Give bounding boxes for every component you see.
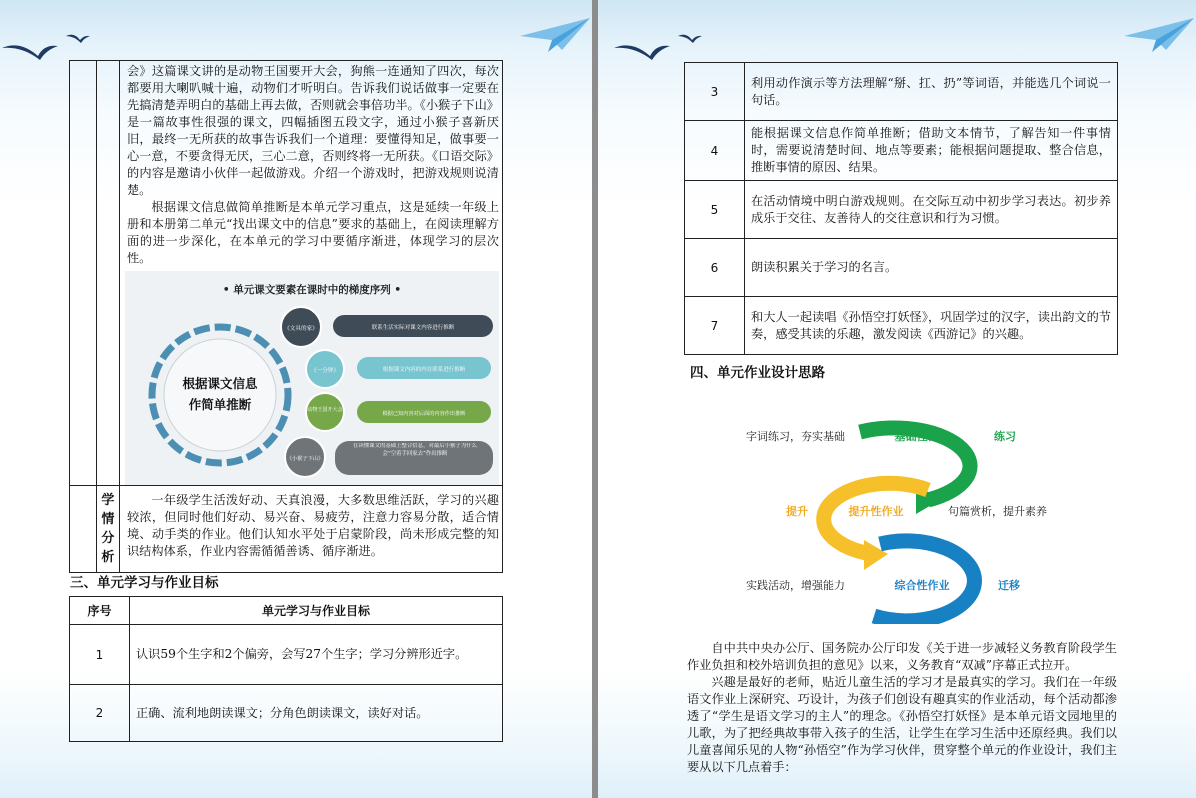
diagram-node-1-desc: 联系生活实际对课文内容进行推断 [371,325,455,331]
diagram-node-2-desc: 根据课文内容的内在联系进行推断 [382,367,466,373]
learner-blank-cell [70,486,97,573]
goal-text: 朗读积累关于学习的名言。 [745,239,1118,297]
goal-text: 利用动作演示等方法理解“掰、扛、扔”等词语，并能选几个词说一句话。 [745,63,1118,121]
paper-plane-icon [1122,16,1196,56]
goal-text: 正确、流利地朗读课文；分角色朗读课文，读好对话。 [130,685,503,742]
diagram-title: • 单元课文要素在课时中的梯度序列 • [222,284,402,296]
diagram-center-line1: 根据课文信息 [182,376,258,391]
improve-homework-left-note: 提升 [786,505,808,518]
unit-analysis-table [69,60,503,573]
goals-table-left [69,596,503,742]
diagram-node-4-label: 《小猴子下山》 [286,456,324,462]
document-page-left [0,0,592,798]
goal-number: 3 [685,63,745,121]
learner-analysis-label: 学情分析 [101,493,115,565]
design-paragraph-1: 自中共中央办公厅、国务院办公厅印发《关于进一步减轻义务教育阶段学生作业负担和校外培训负担的意见》以来，义务教育“双减”序幕正式拉开。 [687,641,1117,672]
outer-label-cell [70,61,97,486]
goal-text: 能根据课文信息作简单推断；借助文本情节，了解告知一件事情时，需要说清楚时间、地点等要素；能根据问题提取、整合信息，推断事情的原因、结果。 [745,121,1118,181]
basic-homework-label: 基础性作业 [894,430,950,443]
diagram-node-3-label: 《动物王国开大会》 [302,407,348,413]
diagram-node-3-desc: 根据已知内容对后面的内容作出推断 [382,411,466,417]
learner-label-cell [96,486,119,573]
goal-text: 和大人一起读唱《孙悟空打妖怪》，巩固学过的汉字，读出韵文的节奏，感受其读的乐趣，激发阅读《西游记》的兴趣。 [745,297,1118,355]
unit-text-paragraph-1: 会》这篇课文讲的是动物王国要开大会，狗熊一连通知了四次，每次都要用大喇叭喊十遍，动物们才听明白。告诉我们说话做事一定要在先搞清楚弄明白的基础上再去做，否则就会事倍功半。《小猴子下山》是一篇故事性很强的课文，四幅插图五段文字，通过小猴子喜新厌旧，最终一无所获的故事告诉我们一个道理：要懂得知足，做事要一心一意，不要贪得无厌，三心二意，否则终将一无所获。《口语交际》的内容是邀请小伙伴一起做游戏。介绍一个游戏时，把游戏规则说清楚。 [127,64,499,197]
goals-header-number: 序号 [70,597,130,625]
comprehensive-homework-label: 综合性作业 [894,579,950,592]
diagram-node-2-label: 《一分钟》 [311,368,339,374]
goal-number: 1 [70,625,130,685]
improve-homework-right-note: 句篇赏析，提升素养 [948,505,1047,518]
section-3-title: 三、单元学习与作业目标 [70,575,219,591]
design-rationale-text [687,640,1117,776]
goal-number: 7 [685,297,745,355]
homework-cycle-diagram [732,392,1068,624]
goals-row [70,625,503,685]
unit-text-paragraph-2: 根据课文信息做简单推断是本单元学习重点，这是延续一年级上册和本册第二单元“找出课文中的信息”要求的基础上，在阅读理解方面的进一步深化，在本单元的学习中要循序渐进，体现学习的层次性。 [127,200,499,265]
comprehensive-homework-right-note: 迁移 [998,579,1020,592]
flying-birds-icon [0,26,100,64]
comprehensive-homework-left-note: 实践活动，增强能力 [746,579,845,592]
goals-table-right [684,62,1118,355]
paper-plane-icon [518,16,592,56]
basic-homework-right-note: 练习 [994,430,1016,443]
goals-row [685,63,1118,121]
goals-row [685,181,1118,239]
goal-text: 在活动情境中明白游戏规则。在交际互动中初步学习表达。初步养成乐于交往、友善待人的交往意识和行为习惯。 [745,181,1118,239]
goals-row [70,685,503,742]
goals-row [685,239,1118,297]
basic-homework-left-note: 字词练习，夯实基础 [746,430,845,443]
section-4-title: 四、单元作业设计思路 [690,365,825,381]
design-paragraph-2: 兴趣是最好的老师，贴近儿童生活的学习才是最真实的学习。我们在一年级语文作业上深研究、巧设计，为孩子们创设有趣真实的作业活动，每个活动都渗透了“学生是语文学习的主人”的理念。《孙悟空打妖怪》是本单元语文园地里的儿歌，为了把经典故事带入孩子的生活，让学生在学习生活中还原经典。我们以儿童喜闻乐见的人物“孙悟空”作为学习伙伴，贯穿整个单元的作业设计，我们主要从以下几点着手： [687,675,1117,774]
diagram-node-4-desc: 在读懂课文的基础上整合信息，对最后小猴子为什么会“空着手回家去”作出推断 [353,443,477,457]
goals-row [685,297,1118,355]
learner-analysis-cell [120,486,503,573]
goal-number: 4 [685,121,745,181]
gradient-sequence-diagram [125,271,499,485]
flying-birds-icon [612,26,712,64]
diagram-node-4 [285,437,493,477]
improve-homework-label: 提升性作业 [848,505,904,518]
goal-text: 认识59个生字和2个偏旁，会写27个生字；学习分辨形近字。 [130,625,503,685]
inner-label-cell [96,61,119,486]
goal-number: 6 [685,239,745,297]
goal-number: 5 [685,181,745,239]
learner-analysis-text: 一年级学生活泼好动、天真浪漫，大多数思维活跃，学习的兴趣较浓，但同时他们好动、易兴奋、易疲劳，注意力容易分散，适合情境、动手类的作业。他们认知水平处于启蒙阶段，尚未形成完整的知识结构体系，作业内容需循循善诱、循序渐进。 [127,493,499,558]
goals-row [685,121,1118,181]
diagram-node-1-label: 《文具的家》 [284,326,318,332]
diagram-center-line2: 作简单推断 [188,397,252,412]
document-page-right [598,0,1196,798]
goals-header-goal: 单元学习与作业目标 [130,597,503,625]
goal-number: 2 [70,685,130,742]
unit-text-cell [120,61,503,486]
